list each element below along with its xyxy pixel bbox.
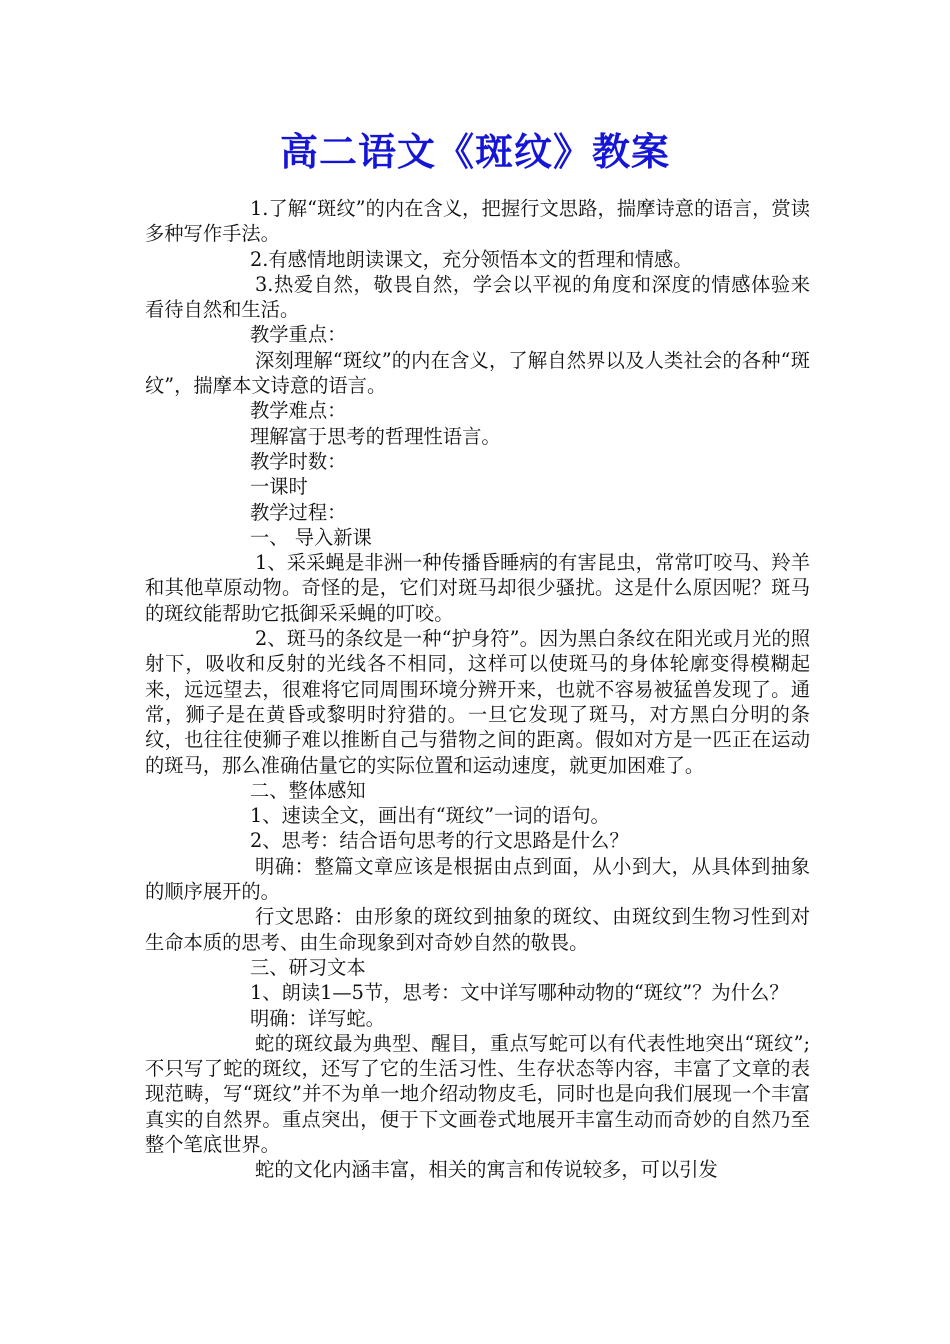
paragraph: 2、思考：结合语句思考的行文思路是什么？: [250, 829, 629, 853]
paragraph: 一课时: [250, 475, 308, 499]
document-title: 高二语文《斑纹》教案: [279, 130, 670, 174]
paragraph: 1.了解“斑纹”的内在含义，把握行文思路，揣摩诗意的语言，赏读多种写作手法。: [145, 197, 810, 246]
paragraph: 教学难点：: [250, 399, 347, 423]
paragraph: 教学时数：: [250, 449, 347, 473]
paragraph: 一、 导入新课: [250, 525, 372, 549]
paragraph: 蛇的斑纹最为典型、醒目，重点写蛇可以有代表性地突出“斑纹”;不只写了蛇的斑纹，还写了它的生活习性、生存状态等内容，丰富了文章的表现范畴，写“斑纹”并不为单一地介绍动物皮毛，同时也是向我们展现一个丰富真实的自然界。重点突出，便于下文画卷式地展开丰富生动而奇妙的自然乃至整个笔底世界。: [145, 1031, 810, 1156]
paragraph: 二、整体感知: [250, 778, 366, 802]
paragraph: 教学重点：: [250, 323, 347, 347]
paragraph: 1、朗读1—5节，思考：文中详写哪种动物的“斑纹”？为什么？: [250, 981, 789, 1005]
paragraph: 理解富于思考的哲理性语言。: [250, 424, 501, 448]
paragraph: 三、研习文本: [250, 955, 366, 979]
paragraph: 2.有感情地朗读课文，充分领悟本文的哲理和情感。: [250, 247, 693, 271]
paragraph: 3.热爱自然，敬畏自然，学会以平视的角度和深度的情感体验来看待自然和生活。: [145, 272, 810, 322]
paragraph: 明确：整篇文章应该是根据由点到面，从小到大，从具体到抽象的顺序展开的。: [145, 854, 810, 904]
paragraph: 1、采采蝇是非洲一种传播昏睡病的有害昆虫，常常叮咬马、羚羊和其他草原动物。奇怪的是，它们对斑马却很少骚扰。这是什么原因呢？斑马的斑纹能帮助它抵御采采蝇的叮咬。: [145, 551, 810, 625]
paragraph: 蛇的文化内涵丰富，相关的寓言和传说较多，可以引发: [255, 1158, 718, 1182]
paragraph: 深刻理解“斑纹”的内在含义，了解自然界以及人类社会的各种“斑纹”，揣摩本文诗意的语言。: [145, 348, 810, 398]
paragraph: 2、斑马的条纹是一种“护身符”。因为黑白条纹在阳光或月光的照射下，吸收和反射的光线各不相同，这样可以使斑马的身体轮廓变得模糊起来，远远望去，很难将它同周围环境分辨开来，也就不容易被猛兽发现了。通常，狮子是在黄昏或黎明时狩猎的。一旦它发现了斑马，对方黑白分明的条纹，也往往使狮子难以推断自己与猎物之间的距离。假如对方是一匹正在运动的斑马，那么准确估量它的实际位置和运动速度，就更加困难了。: [145, 627, 810, 777]
document-body: [145, 196, 810, 1183]
paragraph: 行文思路：由形象的斑纹到抽象的斑纹、由斑纹到生物习性到对生命本质的思考、由生命现象到对奇妙自然的敬畏。: [145, 905, 810, 954]
paragraph: 明确：详写蛇。: [250, 1006, 385, 1030]
paragraph: 教学过程：: [250, 500, 347, 524]
paragraph: 1、速读全文，画出有“斑纹”一词的语句。: [250, 804, 610, 828]
